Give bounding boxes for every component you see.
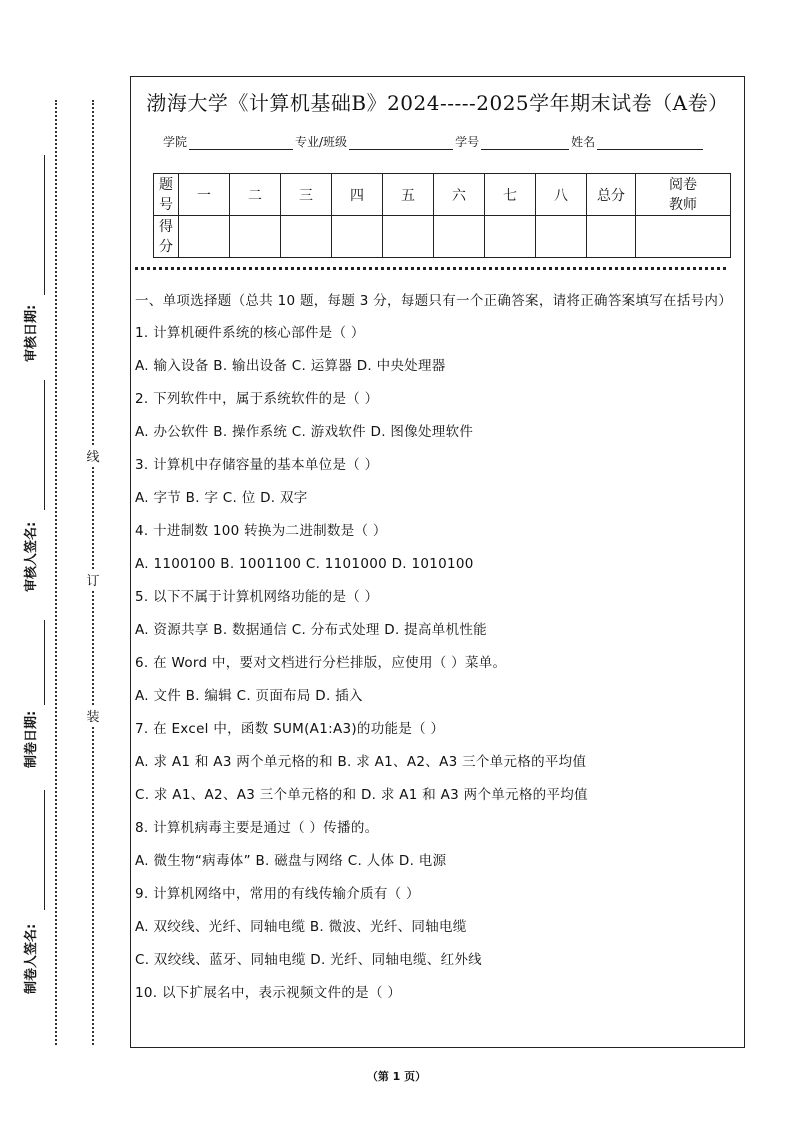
prepare-date-line[interactable] [44,620,45,705]
page-title: 渤海大学《计算机基础B》2024-----2025学年期末试卷（A卷） [146,91,729,115]
col-header: 五 [383,174,434,216]
col-header: 六 [434,174,485,216]
major-class-label: 专业/班级 [295,135,348,149]
prepare-date-label: 制卷日期: [24,710,39,768]
score-cell[interactable] [434,216,485,258]
col-header: 四 [332,174,383,216]
col-header: 一 [179,174,230,216]
binding-mark-bind: 装 [86,706,100,725]
total-score-cell[interactable] [587,216,636,258]
question-7-options-ab: A. 求 A1 和 A3 两个单元格的和 B. 求 A1、A2、A3 三个单元格的平均值 [135,754,587,770]
college-field[interactable] [189,137,293,150]
col-header: 八 [536,174,587,216]
score-header-row [154,174,731,216]
question-8-options: A. 微生物“病毒体” B. 磁盘与网络 C. 人体 D. 电源 [135,853,447,869]
score-cell[interactable] [281,216,332,258]
name-label: 姓名 [571,135,596,149]
dotted-divider-left [55,100,57,1045]
dotted-separator [135,267,726,270]
reviewer-cell[interactable] [636,216,731,258]
score-value-row [154,216,731,258]
section-heading: 一、单项选择题（总共 10 题，每题 3 分，每题只有一个正确答案，请将正确答案填写在括号内） [135,293,733,309]
score-cell[interactable] [179,216,230,258]
question-1: 1. 计算机硬件系统的核心部件是（ ） [135,325,365,341]
question-2: 2. 下列软件中，属于系统软件的是（ ） [135,391,379,407]
question-4-options: A. 1100100 B. 1001100 C. 1101000 D. 1010100 [135,556,474,572]
preparer-signature-label: 制卷人签名: [24,923,39,994]
college-label: 学院 [163,135,188,149]
col-header: 七 [485,174,536,216]
preparer-signature-line[interactable] [44,790,45,910]
name-field[interactable] [597,137,703,150]
question-5-options: A. 资源共享 B. 数据通信 C. 分布式处理 D. 提高单机性能 [135,622,487,638]
question-4: 4. 十进制数 100 转换为二进制数是（ ） [135,523,387,539]
major-class-field[interactable] [349,137,453,150]
question-6-options: A. 文件 B. 编辑 C. 页面布局 D. 插入 [135,688,363,704]
reviewer-header: 阅卷 教师 [636,174,731,216]
student-id-field[interactable] [481,137,569,150]
score-cell[interactable] [383,216,434,258]
question-9-options-cd: C. 双绞线、蓝牙、同轴电缆 D. 光纤、同轴电缆、红外线 [135,952,482,968]
question-number-header: 题 号 [154,174,179,216]
review-date-label: 审核日期: [24,304,39,362]
question-5: 5. 以下不属于计算机网络功能的是（ ） [135,589,379,605]
score-cell[interactable] [332,216,383,258]
student-info-row [163,133,705,150]
score-row-header: 得 分 [154,216,179,258]
question-9-options-ab: A. 双绞线、光纤、同轴电缆 B. 微波、光纤、同轴电缆 [135,919,467,935]
col-header: 二 [230,174,281,216]
question-9: 9. 计算机网络中，常用的有线传输介质有（ ） [135,886,420,902]
question-2-options: A. 办公软件 B. 操作系统 C. 游戏软件 D. 图像处理软件 [135,424,474,440]
question-3: 3. 计算机中存储容量的基本单位是（ ） [135,457,379,473]
review-date-line[interactable] [44,155,45,295]
question-1-options: A. 输入设备 B. 输出设备 C. 运算器 D. 中央处理器 [135,358,446,374]
col-header: 三 [281,174,332,216]
score-cell[interactable] [485,216,536,258]
reviewer-signature-label: 审核人签名: [24,521,39,592]
question-7-options-cd: C. 求 A1、A2、A3 三个单元格的和 D. 求 A1 和 A3 两个单元格的平均值 [135,787,588,803]
question-3-options: A. 字节 B. 字 C. 位 D. 双字 [135,490,308,506]
question-section [135,290,738,1016]
score-cell[interactable] [230,216,281,258]
reviewer-signature-line[interactable] [44,380,45,510]
score-cell[interactable] [536,216,587,258]
score-table [153,173,731,258]
total-header: 总分 [587,174,636,216]
student-id-label: 学号 [455,135,480,149]
question-8: 8. 计算机病毒主要是通过（ ）传播的。 [135,820,379,836]
question-6: 6. 在 Word 中，要对文档进行分栏排版，应使用（ ）菜单。 [135,655,507,671]
binding-mark-staple: 订 [86,570,100,589]
page-number: （第 1 页） [366,1070,427,1083]
question-10: 10. 以下扩展名中，表示视频文件的是（ ） [135,985,402,1001]
exam-frame [130,76,745,1048]
binding-mark-line: 线 [86,446,100,465]
question-7: 7. 在 Excel 中，函数 SUM(A1:A3)的功能是（ ） [135,721,445,737]
